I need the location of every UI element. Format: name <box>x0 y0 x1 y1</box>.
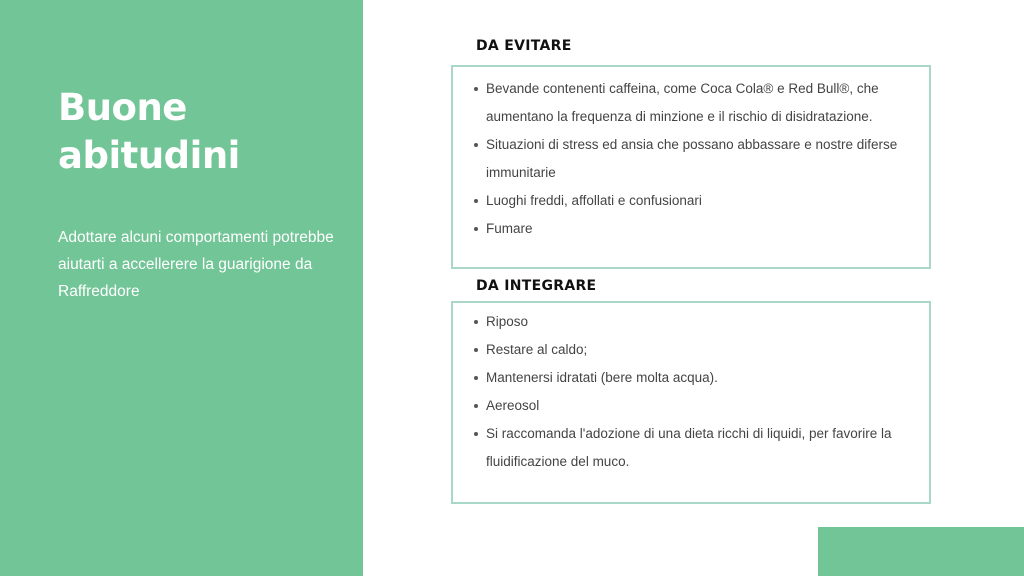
heading-da-evitare: DA EVITARE <box>476 38 572 54</box>
corner-accent-block <box>818 527 1024 576</box>
slide-title: Buone abitudini <box>58 86 240 177</box>
heading-da-integrare: DA INTEGRARE <box>476 278 597 294</box>
list-item: Mantenersi idratati (bere molta acqua). <box>453 364 929 392</box>
integrare-box <box>451 301 931 504</box>
list-item: Luoghi freddi, affollati e confusionari <box>453 187 929 215</box>
integrare-list <box>453 308 929 476</box>
list-item: Si raccomanda l'adozione di una dieta ricchi di liquidi, per favorire la fluidificazione del muco. <box>453 420 929 476</box>
evitare-box <box>451 65 931 269</box>
list-item: Aereosol <box>453 392 929 420</box>
slide-subtitle: Adottare alcuni comportamenti potrebbe aiutarti a accellerere la guarigione da Raffreddore <box>58 229 334 300</box>
list-item: Bevande contenenti caffeina, come Coca Cola® e Red Bull®, che aumentano la frequenza di minzione e il rischio di disidratazione. <box>453 75 929 131</box>
list-item: Restare al caldo; <box>453 336 929 364</box>
list-item: Situazioni di stress ed ansia che possano abbassare e nostre diferse immunitarie <box>453 131 929 187</box>
left-panel <box>0 0 363 576</box>
list-item: Riposo <box>453 308 929 336</box>
list-item: Fumare <box>453 215 929 243</box>
evitare-list <box>453 75 929 243</box>
